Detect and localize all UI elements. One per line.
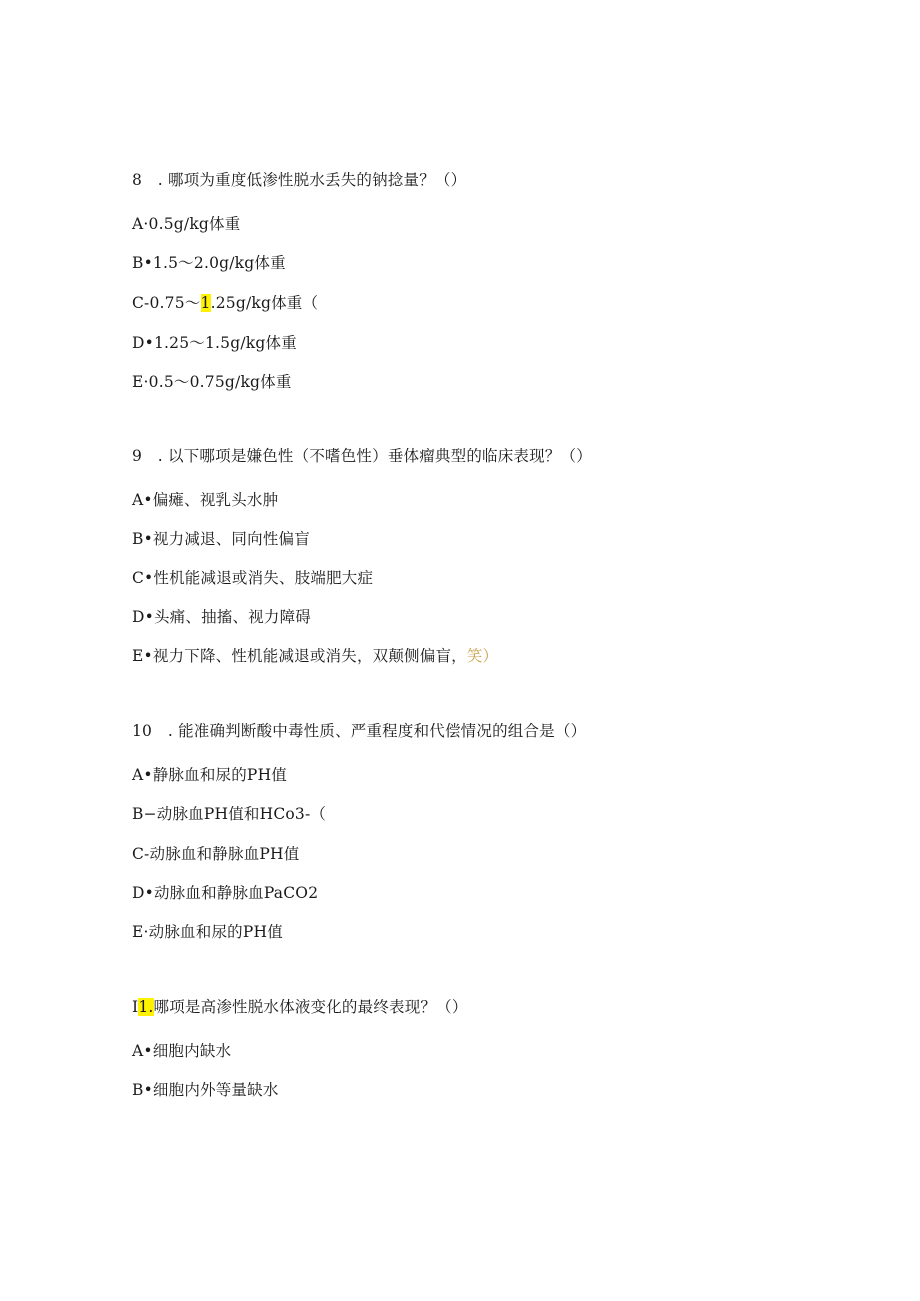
question-8-option-d: D•1.25～1.5g∕kg体重 [132, 334, 297, 352]
question-8-stem: 8 . 哪项为重度低渗性脱水丢失的钠捻量？（） [132, 171, 467, 189]
question-8-option-b: B•1.5～2.0g∕kg体重 [132, 254, 286, 272]
stem-prefix: I [132, 998, 139, 1016]
question-11-stem [132, 997, 468, 1017]
question-9-option-e [132, 646, 498, 666]
option-e-text: E•视力下降、性机能减退或消失，双颠侧偏盲， [132, 647, 467, 665]
question-10-option-e: E·动脉血和尿的PH值 [132, 923, 283, 941]
question-8-option-e: E·0.5～0.75g∕kg体重 [132, 373, 292, 391]
question-11-option-a: A•细胞内缺水 [132, 1042, 232, 1060]
option-c-text-pre: C-0.75～ [132, 294, 201, 312]
question-10-option-b: B−动脉血PH值和HCo3-（ [132, 805, 327, 823]
highlighted-text: 1. [138, 998, 154, 1016]
question-10-option-d: D•动脉血和静脉血PaCO2 [132, 884, 319, 902]
question-9-option-d: D•头痛、抽搐、视力障碍 [132, 608, 311, 626]
question-8-option-a: A·0.5g∕kg体重 [132, 215, 241, 233]
stem-text: 哪项是高渗性脱水体液变化的最终表现？（） [153, 998, 468, 1016]
highlighted-text: 1 [200, 294, 211, 312]
question-8-option-c [132, 293, 318, 313]
question-10-stem: 10 . 能准确判断酸中毒性质、严重程度和代偿情况的组合是（） [132, 722, 587, 740]
option-c-text-post: .25g∕kg体重（ [210, 294, 319, 312]
question-9-option-a: A•偏瘫、视乳头水肿 [132, 491, 279, 509]
question-9-stem: 9 . 以下哪项是嫌色性（不嗜色性）垂体瘤典型的临床表现？（） [132, 447, 592, 465]
faint-text: 笑） [466, 647, 499, 665]
question-9-option-c: C•性机能减退或消失、肢端肥大症 [132, 569, 374, 587]
question-11-option-b: B•细胞内外等量缺水 [132, 1081, 279, 1099]
question-10-option-c: C-动脉血和静脉血PH值 [132, 845, 300, 863]
question-10-option-a: A•静脉血和尿的PH值 [132, 766, 287, 784]
question-9-option-b: B•视力减退、同向性偏盲 [132, 530, 310, 548]
